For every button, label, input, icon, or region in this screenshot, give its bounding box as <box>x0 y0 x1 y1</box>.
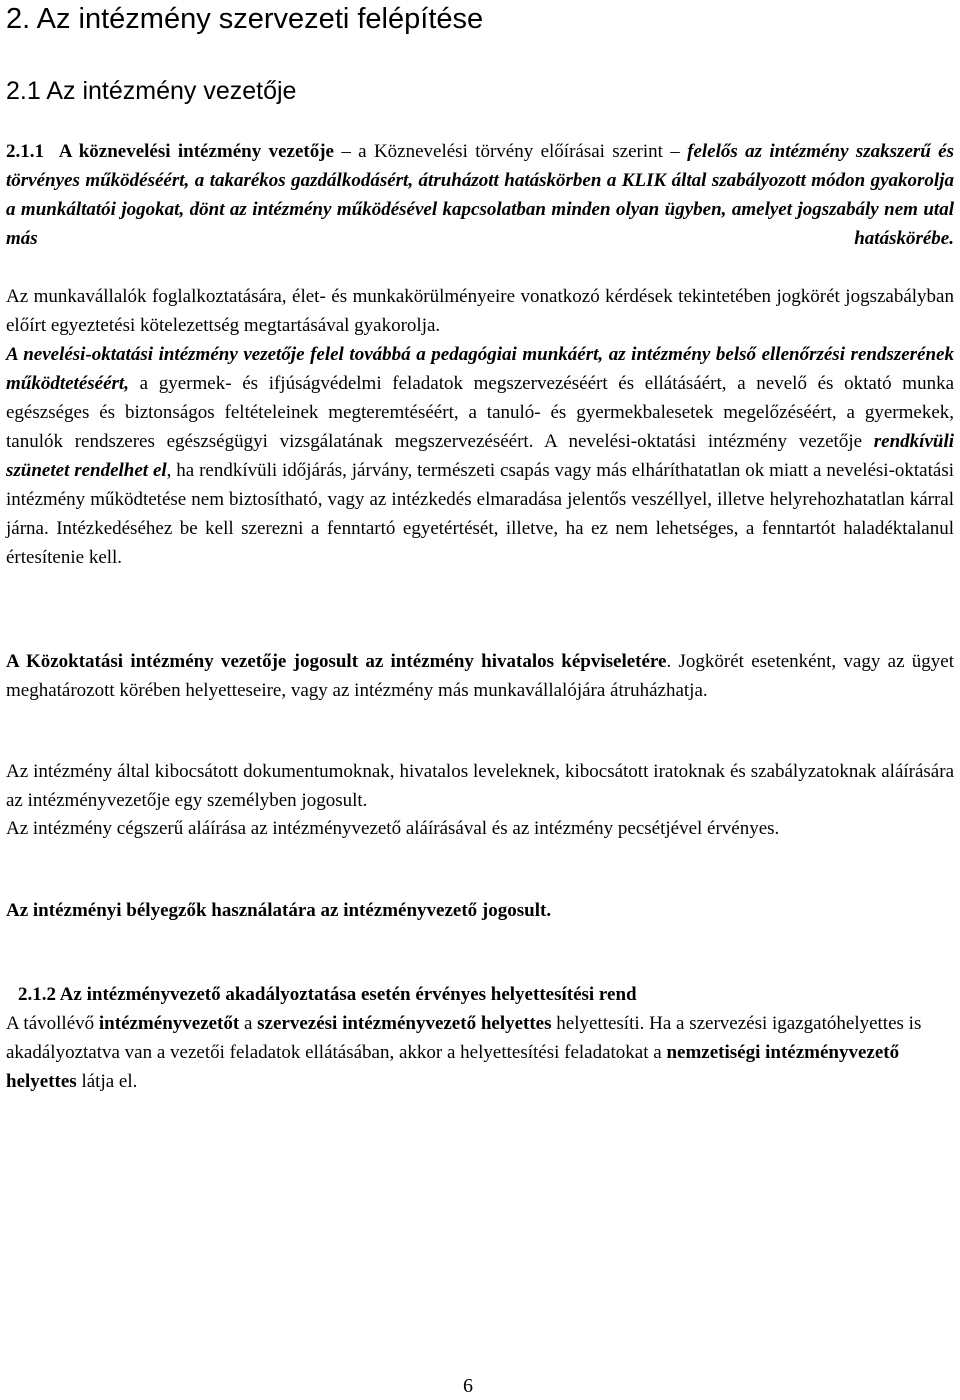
section-2-1-1-intro <box>6 137 954 253</box>
substitution-text-3: helyettesíti. Ha a szervezési igazgatóhelyettes is akadályoztatva van a vezetői feladatok ellátásában, akkor a helyettesítési feladatokat a <box>6 1013 922 1063</box>
intro-text: – a Köznevelési törvény előírásai szerint – <box>333 141 688 162</box>
heading-section-2: 2. Az intézmény szervezeti felépítése <box>6 3 484 35</box>
section-title: A köznevelési intézmény vezetője <box>58 141 334 162</box>
heading-section-2-1-2: 2.1.2 Az intézményvezető akadályoztatása esetén érvényes helyettesítési rend <box>18 984 637 1005</box>
section-number: 2.1.1 <box>6 141 44 162</box>
paragraph-signature: Az intézmény által kibocsátott dokumentumoknak, hivatalos leveleknek, kibocsátott iratoknak és szabályzatoknak aláírására az intézményvezetője egy személyben jogosult. <box>6 761 954 811</box>
pedagogical-responsibility: A nevelési-oktatási intézmény vezetője felel továbbá a pedagógiai munkáért, az intézmény belső ellenőrzési rendszerének működtetéséért, <box>6 344 954 394</box>
responsibility-text: felelős az intézmény szakszerű és törvényes működéséért, a takarékos gazdálkodásért, átruházott hatáskörben a KLIK által szabályozott módon gyakorolja a munkáltatói jogokat, dönt az intézmény működésével kapcsolatban minden olyan ügyben, amelyet jogszabály nem utal más hatáskörébe. <box>6 141 955 249</box>
paragraph-representation <box>6 647 954 705</box>
substitution-bold-1: intézményvezetőt <box>98 1013 240 1034</box>
substitution-bold-3: nemzetiségi intézményvezető helyettes <box>6 1042 900 1092</box>
heading-section-2-1: 2.1 Az intézmény vezetője <box>6 77 297 105</box>
paragraph-stamps: Az intézményi bélyegzők használatára az intézményvezető jogosult. <box>6 900 552 921</box>
paragraph-company-signature: Az intézmény cégszerű aláírása az intézményvezető aláírásával és az intézmény pecsétjével érvényes. <box>6 818 780 839</box>
substitution-bold-2: szervezési intézményvezető helyettes <box>257 1013 552 1034</box>
page-number: 6 <box>463 1375 473 1397</box>
substitution-text-1: A távollévő <box>6 1013 99 1034</box>
paragraph-substitution <box>6 1009 954 1096</box>
substitution-text-4: látja el. <box>76 1071 138 1092</box>
paragraph-employees: Az munkavállalók foglalkoztatására, élet- és munkakörülményeire vonatkozó kérdések tekintetében jogkörét jogszabályban előírt egyeztetési kötelezettség megtartásával gyakorolja. <box>6 286 954 336</box>
paragraph-pedagogical <box>6 340 954 572</box>
substitution-text-2: a <box>239 1013 258 1034</box>
representation-text: . Jogkörét esetenként, vagy az ügyet meghatározott körében helyetteseire, vagy az intézmény más munkavállalójára átruházhatja. <box>6 651 954 701</box>
extraordinary-break: rendkívüli szünetet rendelhet el <box>6 431 954 481</box>
representation-bold: A Közoktatási intézmény vezetője jogosult az intézmény hivatalos képviseletére <box>6 651 667 672</box>
pedagogical-text: a gyermek- és ifjúságvédelmi feladatok megszervezéséért és ellátásáért, a nevelő és oktató munka egészséges és biztonságos feltételeinek megteremtéséért, a tanuló- és gyermekbalesetek megelőzéséért, a gyermekek, tanulók rendszeres egészségügyi vizsgálatának megszervezéséért. A nevelési-oktatási intézmény vezetője <box>6 373 954 452</box>
pedagogical-end: , ha rendkívüli időjárás, járvány, természeti csapás vagy más elháríthatatlan ok miatt a nevelési-oktatási intézmény működtetése nem biztosítható, vagy az intézkedés elmaradása jelentős veszéllyel, illetve helyrehozhatatlan kárral járna. Intézkedéséhez be kell szerezni a fenntartó egyetértését, illetve, ha ez nem lehetséges, a fenntartót haladéktalanul értesítenie kell. <box>6 460 954 568</box>
